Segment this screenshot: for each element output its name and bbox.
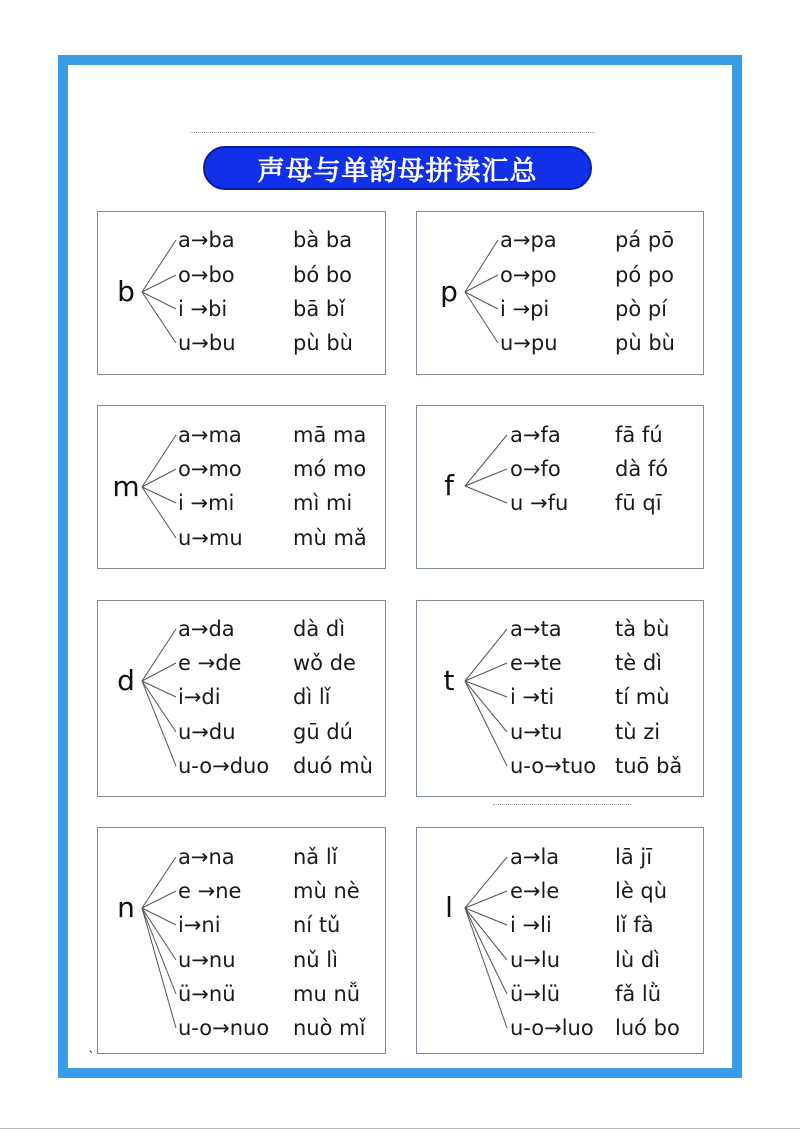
example-word: fǎ lǜ [615, 982, 662, 1006]
example-word: dì lǐ [293, 685, 331, 709]
dotted-divider [493, 804, 631, 805]
combo-text: a→ba [178, 228, 235, 252]
example-word: tí mù [615, 685, 670, 709]
combo-text: e →de [178, 651, 242, 675]
combo-text: i→ni [178, 913, 221, 937]
branch-line [465, 891, 507, 908]
combo-text: i →ti [510, 685, 555, 709]
combo-text: u-o→luo [510, 1016, 594, 1040]
combo-text: u→pu [500, 331, 558, 355]
example-word: mó mo [293, 457, 367, 481]
example-word: fā fú [615, 423, 663, 447]
example-word: fū qī [615, 491, 662, 515]
bottom-divider [0, 1128, 800, 1129]
branch-line [465, 486, 507, 503]
example-word: pó po [615, 263, 675, 287]
initial-letter: t [443, 664, 455, 697]
branch-line [142, 663, 176, 681]
example-word: lù dì [615, 948, 660, 972]
combo-text: i →li [510, 913, 552, 937]
branch-line [465, 908, 507, 1028]
example-word: mù nè [293, 879, 360, 903]
branch-line [465, 908, 507, 994]
initial-letter: n [117, 891, 135, 924]
combo-text: a→pa [500, 228, 557, 252]
initial-letter: p [440, 275, 458, 308]
combo-text: i →bi [178, 297, 228, 321]
branch-line [465, 681, 507, 766]
branch-line [142, 469, 176, 487]
example-word: tuō bǎ [615, 754, 683, 778]
combo-text: i →pi [500, 297, 550, 321]
combo-text: e→le [510, 879, 560, 903]
example-word: pò pí [615, 297, 668, 321]
combo-text: a→fa [510, 423, 561, 447]
example-word: ní tǔ [293, 913, 341, 937]
branch-line [465, 663, 507, 681]
example-word: bó bo [293, 263, 353, 287]
combo-text: a→da [178, 617, 235, 641]
combo-text: u→mu [178, 526, 243, 550]
example-word: mù mǎ [293, 526, 367, 550]
branch-line [142, 240, 176, 292]
example-word: nǔ lì [293, 948, 338, 972]
example-word: lè qù [615, 879, 668, 903]
branch-line [142, 908, 176, 1028]
combo-text: ü→lü [510, 982, 561, 1006]
branch-line [465, 908, 507, 960]
example-word: wǒ de [293, 651, 356, 675]
initial-letter: d [117, 664, 135, 697]
example-word: pá pō [615, 228, 675, 252]
example-word: tè dì [615, 651, 662, 675]
example-word: lǐ fà [615, 913, 654, 937]
example-word: nuò mǐ [293, 1016, 366, 1040]
branch-line [465, 292, 498, 343]
initial-letter: m [112, 470, 140, 503]
example-word: duó mù [293, 754, 373, 778]
combo-text: o→fo [510, 457, 561, 481]
combo-text: o→po [500, 263, 557, 287]
combo-text: e →ne [178, 879, 242, 903]
branch-line [465, 629, 507, 681]
branch-line [142, 857, 176, 908]
combo-text: i →mi [178, 491, 235, 515]
example-word: gū dú [293, 720, 353, 744]
example-word: mu nǚ [293, 982, 361, 1006]
branch-line [142, 435, 176, 487]
combo-text: i→di [178, 685, 221, 709]
combo-text: u→bu [178, 331, 236, 355]
combo-text: u→tu [510, 720, 563, 744]
example-word: pù bù [293, 331, 353, 355]
branch-line [142, 292, 176, 343]
combo-text: e→te [510, 651, 562, 675]
example-word: dà fó [615, 457, 669, 481]
branch-line [465, 857, 507, 908]
example-word: nǎ lǐ [293, 845, 338, 869]
page-title: 声母与单韵母拼读汇总 [203, 146, 592, 190]
combo-text: u-o→tuo [510, 754, 597, 778]
example-word: mì mi [293, 491, 353, 515]
example-word: tù zi [615, 720, 661, 744]
combo-text: a→ma [178, 423, 242, 447]
combo-text: a→na [178, 845, 235, 869]
initial-letter: f [444, 469, 454, 502]
combo-text: ü→nü [178, 982, 236, 1006]
branch-line [465, 435, 507, 486]
example-word: pù bù [615, 331, 675, 355]
combo-text: u-o→duo [178, 754, 270, 778]
combo-text: a→la [510, 845, 560, 869]
branch-line [465, 240, 498, 292]
stray-mark: ` [88, 1050, 95, 1066]
initial-letter: l [445, 891, 453, 924]
example-word: lā jī [615, 845, 653, 869]
combo-text: u→nu [178, 948, 236, 972]
combo-text: a→ta [510, 617, 562, 641]
branch-line [142, 629, 176, 681]
initial-letter: b [117, 275, 135, 308]
example-word: dà dì [293, 617, 346, 641]
combo-text: o→mo [178, 457, 242, 481]
example-word: mā ma [293, 423, 367, 447]
combo-text: u→du [178, 720, 236, 744]
example-word: tà bù [615, 617, 670, 641]
example-word: bā bǐ [293, 297, 346, 321]
combo-text: u-o→nuo [178, 1016, 270, 1040]
branch-line [465, 469, 507, 486]
branch-line [142, 908, 176, 994]
combo-text: u→lu [510, 948, 561, 972]
example-word: luó bo [615, 1016, 680, 1040]
combo-text: o→bo [178, 263, 235, 287]
example-word: bà ba [293, 228, 353, 252]
combo-text: u →fu [510, 491, 569, 515]
